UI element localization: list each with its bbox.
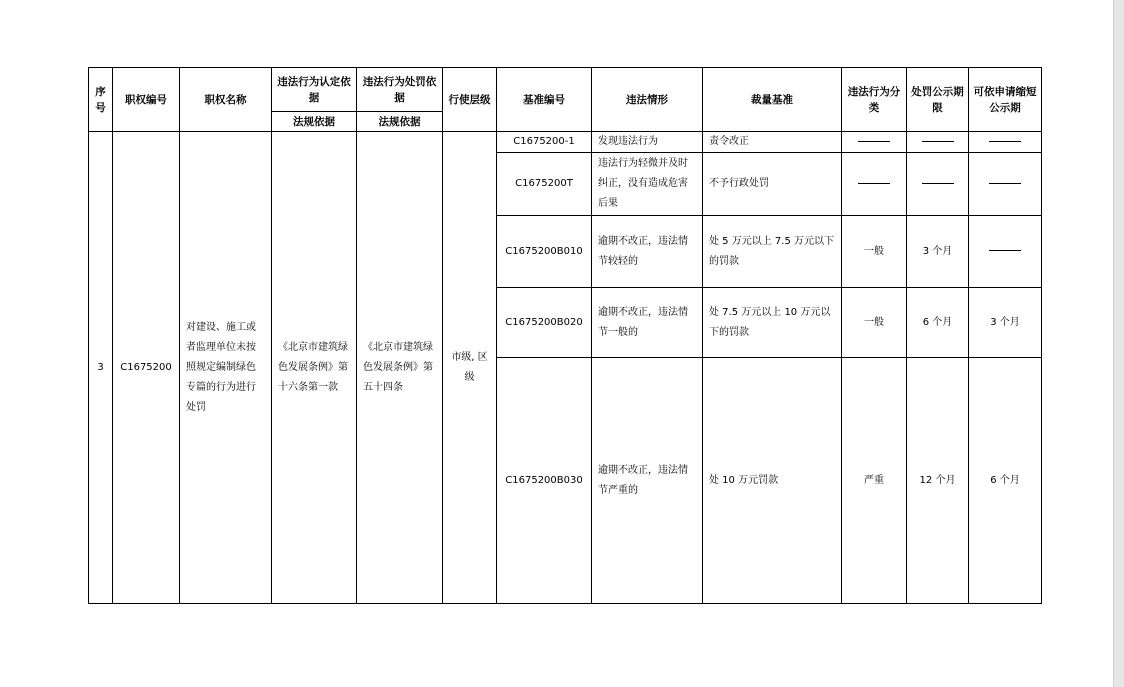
empty-dash [858, 183, 890, 184]
std-code-cell: C1675200-1 [497, 132, 592, 153]
table-row [89, 132, 1042, 153]
empty-dash [858, 141, 890, 142]
header-level: 行使层级 [443, 68, 497, 132]
record-code: C1675200 [113, 132, 180, 604]
record-name: 对建设、施工或者监理单位未按照规定编制绿色专篇的行为进行处罚 [180, 132, 272, 604]
header-shorten-period: 可依申请缩短公示期 [969, 68, 1042, 132]
circumstance-cell: 逾期不改正，违法情节一般的 [592, 288, 703, 358]
discretion-cell: 处 5 万元以上 7.5 万元以下的罚款 [703, 216, 842, 288]
header-sub-law-1: 法规依据 [272, 112, 357, 132]
shorten-period-cell [969, 132, 1042, 153]
shorten-period-cell: 6 个月 [969, 358, 1042, 604]
shorten-period-cell: 3 个月 [969, 288, 1042, 358]
header-circumstance: 违法情形 [592, 68, 703, 132]
header-classification: 违法行为分类 [842, 68, 907, 132]
classification-cell: 一般 [842, 216, 907, 288]
header-name: 职权名称 [180, 68, 272, 132]
publicity-period-cell: 12 个月 [907, 358, 969, 604]
shorten-period-cell [969, 153, 1042, 216]
empty-dash [989, 141, 1021, 142]
header-discretion: 裁量基准 [703, 68, 842, 132]
header-seq: 序号 [89, 68, 113, 132]
publicity-period-cell [907, 153, 969, 216]
header-sub-law-2: 法规依据 [357, 112, 443, 132]
std-code-cell: C1675200B010 [497, 216, 592, 288]
header-code: 职权编号 [113, 68, 180, 132]
discretion-cell: 处 7.5 万元以上 10 万元以下的罚款 [703, 288, 842, 358]
empty-dash [922, 141, 954, 142]
empty-dash [989, 183, 1021, 184]
discretion-cell: 责令改正 [703, 132, 842, 153]
publicity-period-cell: 3 个月 [907, 216, 969, 288]
empty-dash [922, 183, 954, 184]
publicity-period-cell [907, 132, 969, 153]
record-basis-determination: 《北京市建筑绿色发展条例》第十六条第一款 [272, 132, 357, 604]
record-basis-penalty: 《北京市建筑绿色发展条例》第五十四条 [357, 132, 443, 604]
circumstance-cell: 逾期不改正，违法情节严重的 [592, 358, 703, 604]
std-code-cell: C1675200T [497, 153, 592, 216]
std-code-cell: C1675200B030 [497, 358, 592, 604]
discretion-cell: 处 10 万元罚款 [703, 358, 842, 604]
discretion-cell: 不予行政处罚 [703, 153, 842, 216]
header-basis-determination: 违法行为认定依据 [272, 68, 357, 112]
header-row-1 [89, 68, 1042, 112]
penalty-standard-table [88, 67, 1042, 604]
record-seq: 3 [89, 132, 113, 604]
header-publicity-period: 处罚公示期限 [907, 68, 969, 132]
classification-cell [842, 153, 907, 216]
shorten-period-cell [969, 216, 1042, 288]
header-basis-penalty: 违法行为处罚依据 [357, 68, 443, 112]
header-std-code: 基准编号 [497, 68, 592, 132]
classification-cell [842, 132, 907, 153]
classification-cell: 一般 [842, 288, 907, 358]
classification-cell: 严重 [842, 358, 907, 604]
page-edge [1114, 0, 1124, 687]
publicity-period-cell: 6 个月 [907, 288, 969, 358]
circumstance-cell: 逾期不改正，违法情节较轻的 [592, 216, 703, 288]
empty-dash [989, 250, 1021, 251]
circumstance-cell: 发现违法行为 [592, 132, 703, 153]
circumstance-cell: 违法行为轻微并及时纠正，没有造成危害后果 [592, 153, 703, 216]
record-level: 市级, 区级 [443, 132, 497, 604]
std-code-cell: C1675200B020 [497, 288, 592, 358]
